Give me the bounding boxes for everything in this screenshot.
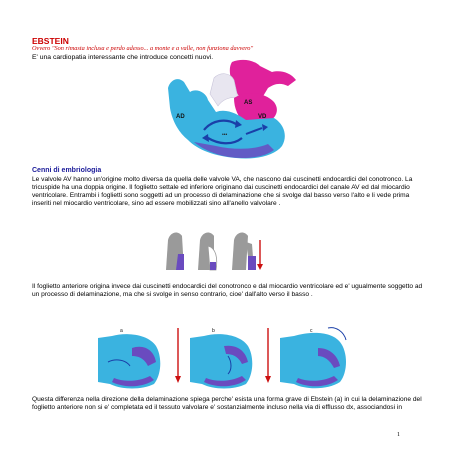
great-vessels-shape (230, 60, 296, 98)
leaflet-stage-1 (166, 233, 184, 270)
label-as: AS (244, 100, 253, 106)
panel-c (280, 328, 346, 389)
section-heading: Cenni di embriologia (32, 167, 102, 174)
intro-text: E' una cardiopatia interessante che introduce concetti nuovi. (32, 54, 214, 61)
label-vd: VD (258, 114, 267, 120)
panel-label-b: b (212, 328, 215, 334)
paragraph-ebstein-severe: Questa differenza nella direzione della delaminazione spiega perche' esista una forma grave di Ebstein (a) in cui la delaminazione del foglietto anteriore non si e' completata ed il tessuto valvolare e' sostanzialmente incluso nella via di efflusso dx, associandosi in (32, 396, 422, 412)
panel-label-c: c (310, 328, 313, 334)
arrowhead-a-icon (175, 376, 181, 383)
document-subtitle: Ovvero "Son rimasta inclusa e perdo adesso... a monte e a valle, non funziona davvero" (32, 45, 254, 52)
dotted-mark: ••• (222, 132, 228, 138)
page-number: 1 (397, 432, 400, 438)
leaflet-stage-2 (198, 233, 217, 270)
heart-anatomy-illustration (150, 58, 310, 166)
panel-b (190, 328, 252, 389)
label-ad: AD (176, 114, 185, 120)
panel-a (98, 328, 160, 389)
document-title: EBSTEIN (32, 36, 69, 46)
arrowhead-b-icon (265, 376, 271, 383)
ebstein-panels-illustration (92, 322, 362, 392)
panel-label-a: a (120, 328, 123, 334)
paragraph-embryology-2: Il foglietto anteriore origina invece dai cuscinetti endocardici del conotronco e dal miocardio ventricolare ed e' ugualmente soggetto ad un processo di delaminazione, ma che si svolge in senso contrario, cioe' dall'alto verso il basso . (32, 283, 423, 299)
leaflet-delamination-illustration (160, 226, 280, 272)
leaflet-stage-3 (232, 233, 263, 270)
paragraph-embryology-1: Le valvole AV hanno un'origine molto diversa da quella delle valvole VA, che nascono dai cuscinetti endocardici del conotronco. La tricuspide ha una doppia origine. Il foglietto settale ed inferiore originano dai cuscinetti endocardici del canale AV ed dal miocardio ventricolare. Entrambi i foglietti sono soggetti ad un processo di delaminazione che si svolge dal basso verso l'alto e li vede prima inseriti nel miocardio ventricolare, sino ad essere mobilizzati sino all'anello valvolare . (32, 176, 413, 208)
